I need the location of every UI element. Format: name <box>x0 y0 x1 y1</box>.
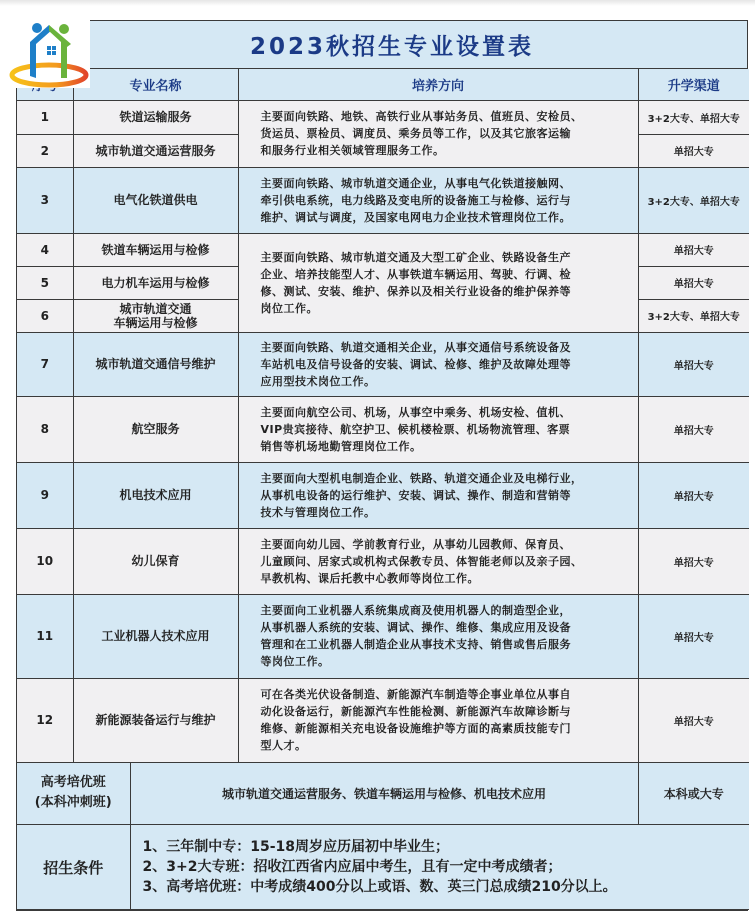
major-name: 机电技术应用 <box>73 462 238 528</box>
direction-line: 从事机电设备的运行维护、安装、调试、操作、制造和营销等 <box>260 488 571 502</box>
table-row <box>17 528 749 594</box>
channel-cell: 单招大专 <box>638 594 749 678</box>
row-index: 8 <box>17 396 73 462</box>
table-row <box>17 462 749 528</box>
direction-line: 主要面向铁路、城市轨道交通及大型工矿企业、铁路设备生产 <box>260 250 571 264</box>
direction-line: 维修、新能源相关充电设备设施维护等方面的高素质技能专门 <box>260 722 571 735</box>
gaokao-label-line: 高考培优班 <box>40 775 106 791</box>
major-name <box>73 299 238 332</box>
direction-line: 主要面向幼儿园、学前教育行业，从事幼儿园教师、保育员、 <box>260 537 571 551</box>
direction-cell <box>238 233 638 332</box>
row-index: 9 <box>17 462 73 528</box>
direction-line: 主要面向大型机电制造企业、铁路、轨道交通企业及电梯行业， <box>260 471 583 485</box>
gaokao-class-majors: 城市轨道交通运营服务、铁道车辆运用与检修、机电技术应用 <box>130 763 638 825</box>
row-index: 11 <box>17 594 73 678</box>
row-index: 12 <box>17 678 73 762</box>
direction-line: 企业、培养技能型人才、从事铁道车辆运用、驾驶、行调、检 <box>260 267 571 281</box>
direction-line: 等岗位工作。 <box>260 655 330 668</box>
major-name: 工业机器人技术应用 <box>73 594 238 678</box>
gaokao-class-row <box>17 763 749 825</box>
direction-line: 可在各类光伏设备制造、新能源汽车制造等企事业单位从事自 <box>260 688 571 701</box>
major-name-line: 城市轨道交通 <box>119 301 192 316</box>
enrollment-table-sheet <box>16 20 748 911</box>
channel-cell: 单招大专 <box>638 396 749 462</box>
row-index: 5 <box>17 266 73 299</box>
header-major: 专业名称 <box>73 69 238 100</box>
direction-line: 儿童顾问、居家式或机构式保教专员、体智能老师以及亲子园、 <box>260 554 583 568</box>
direction-line: 早教机构、课后托教中心教师等岗位工作。 <box>260 571 479 585</box>
row-index: 10 <box>17 528 73 594</box>
direction-line: 车站机电及信号设备的安装、调试、检修、维护及故障处理等 <box>260 357 571 371</box>
major-name-line: 车辆运用与检修 <box>113 315 198 330</box>
direction-line: VIP贵宾接待、航空护卫、候机楼检票、机场物流管理、客票 <box>260 422 571 436</box>
channel-cell: 3+2大专、单招大专 <box>638 299 749 332</box>
direction-cell <box>238 528 638 594</box>
direction-line: 销售等机场地勤管理岗位工作。 <box>260 439 422 453</box>
table-row <box>17 233 749 266</box>
table-row <box>17 100 749 134</box>
admission-conditions <box>130 825 749 910</box>
table-row <box>17 167 749 233</box>
bottom-table <box>17 763 749 911</box>
table-row <box>17 332 749 396</box>
direction-cell <box>238 100 638 167</box>
condition-item: 3、高考培优班：中考成绩400分以上或语、数、英三门总成绩210分以上。 <box>142 879 617 895</box>
direction-line: 货运员、票检员、调度员、乘务员等工作，以及其它旅客运输 <box>260 127 571 140</box>
school-logo <box>9 20 90 88</box>
channel-cell: 单招大专 <box>638 462 749 528</box>
major-name: 新能源装备运行与维护 <box>73 678 238 762</box>
row-index: 7 <box>17 332 73 396</box>
direction-line: 牵引供电系统，电力线路及变电所的设备施工与检修、运行与 <box>260 193 571 207</box>
table-row <box>17 678 749 762</box>
major-name: 幼儿保育 <box>73 528 238 594</box>
gaokao-label-line: (本科冲刺班) <box>34 795 112 811</box>
header-row <box>17 69 749 100</box>
direction-line: 和服务行业相关领域管理服务工作。 <box>260 144 445 157</box>
direction-line: 岗位工作。 <box>260 301 318 315</box>
house-people-logo-icon <box>9 20 90 88</box>
major-name: 电力机车运用与检修 <box>73 266 238 299</box>
page-title: 2023秋招生专业设置表 <box>249 34 534 60</box>
direction-cell <box>238 594 638 678</box>
direction-cell <box>238 396 638 462</box>
gaokao-class-channel: 本科或大专 <box>638 763 749 825</box>
header-direction: 培养方向 <box>238 69 638 100</box>
channel-cell: 单招大专 <box>638 233 749 266</box>
top-edge <box>0 0 755 6</box>
channel-cell: 单招大专 <box>638 266 749 299</box>
direction-line: 动化设备运行，新能源汽车性能检测、新能源汽车故障诊断与 <box>260 705 571 718</box>
major-name: 城市轨道交通信号维护 <box>73 332 238 396</box>
major-name: 航空服务 <box>73 396 238 462</box>
header-channel: 升学渠道 <box>638 69 749 100</box>
row-index: 4 <box>17 233 73 266</box>
direction-cell <box>238 462 638 528</box>
row-index: 2 <box>17 134 73 167</box>
gaokao-class-label <box>17 763 130 825</box>
title-row <box>17 21 747 69</box>
direction-line: 从事机器人系统的安装、调试、操作、维修、集成应用及设备 <box>260 621 571 634</box>
channel-cell: 单招大专 <box>638 528 749 594</box>
admission-label: 招生条件 <box>17 825 130 910</box>
row-index: 1 <box>17 100 73 134</box>
table-row <box>17 594 749 678</box>
channel-cell: 单招大专 <box>638 678 749 762</box>
direction-line: 主要面向工业机器人系统集成商及使用机器人的制造型企业， <box>260 604 571 617</box>
direction-line: 应用型技术岗位工作。 <box>260 374 376 388</box>
direction-line: 维护、调试与调度，及国家电网电力企业技术管理岗位工作。 <box>260 210 571 224</box>
major-name: 铁道车辆运用与检修 <box>73 233 238 266</box>
direction-line: 主要面向铁路、地铁、高铁行业从事站务员、值班员、安检员、 <box>260 110 583 123</box>
direction-cell <box>238 678 638 762</box>
major-name: 电气化铁道供电 <box>73 167 238 233</box>
direction-line: 管理和在工业机器人制造企业从事技术支持、销售或售后服务 <box>260 638 571 651</box>
channel-cell: 单招大专 <box>638 134 749 167</box>
direction-line: 型人才。 <box>260 739 307 752</box>
direction-cell <box>238 332 638 396</box>
majors-table <box>17 69 749 763</box>
direction-cell <box>238 167 638 233</box>
admission-row <box>17 825 749 910</box>
direction-line: 主要面向铁路、城市轨道交通企业，从事电气化铁道接触网、 <box>260 176 571 190</box>
major-name: 铁道运输服务 <box>73 100 238 134</box>
direction-line: 技术与管理岗位工作。 <box>260 505 376 519</box>
condition-item: 1、三年制中专：15-18周岁应历届初中毕业生； <box>142 839 450 855</box>
direction-line: 主要面向铁路、轨道交通相关企业，从事交通信号系统设备及 <box>260 340 571 354</box>
table-row <box>17 396 749 462</box>
direction-line: 主要面向航空公司、机场，从事空中乘务、机场安检、值机、 <box>260 405 571 419</box>
row-index: 6 <box>17 299 73 332</box>
condition-item: 2、3+2大专班：招收江西省内应届中考生，且有一定中考成绩者； <box>142 859 562 875</box>
row-index: 3 <box>17 167 73 233</box>
channel-cell: 3+2大专、单招大专 <box>638 167 749 233</box>
major-name: 城市轨道交通运营服务 <box>73 134 238 167</box>
direction-line: 修、测试、安装、维护、保养以及相关行业设备的维护保养等 <box>260 284 571 298</box>
channel-cell: 3+2大专、单招大专 <box>638 100 749 134</box>
channel-cell: 单招大专 <box>638 332 749 396</box>
